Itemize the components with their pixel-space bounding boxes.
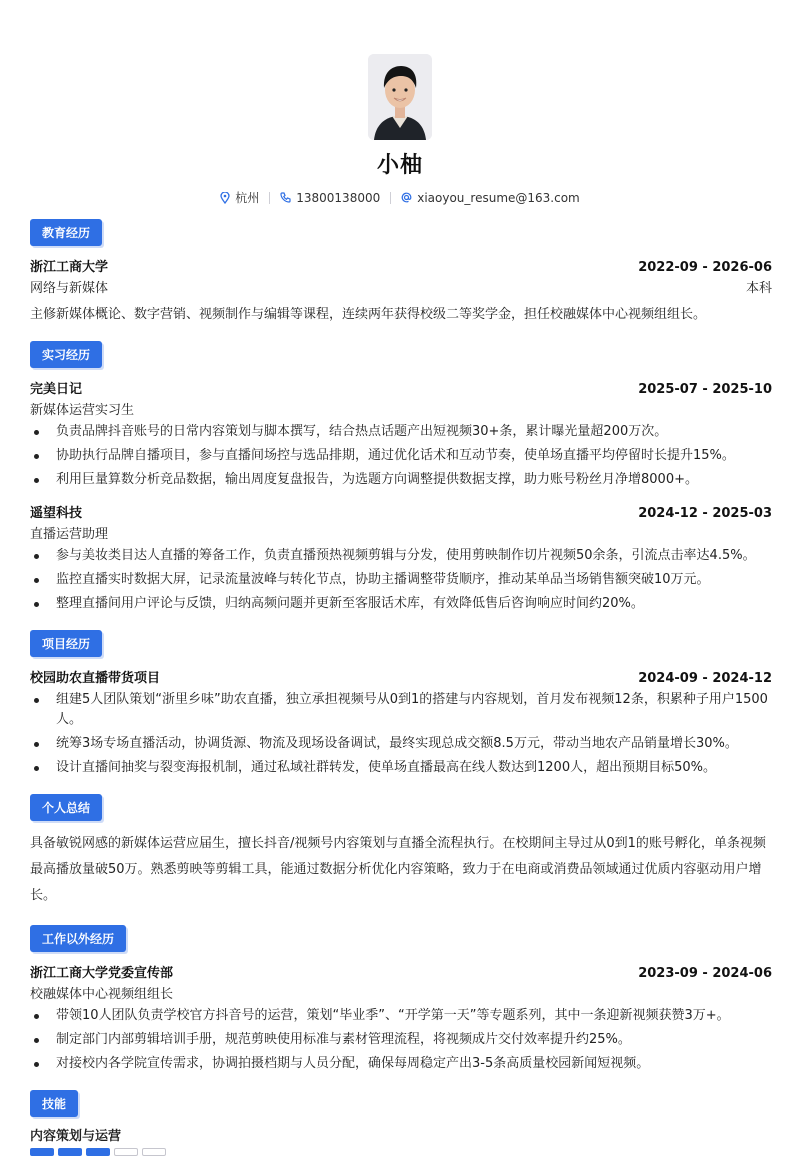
school-name: 浙江工商大学 [30, 260, 109, 275]
skill-level-filled [58, 1148, 82, 1156]
extra-role: 校融媒体中心视频组组长 [30, 987, 174, 1002]
internship-date: 2024-12 - 2025-03 [638, 506, 772, 521]
avatar-photo [368, 54, 432, 140]
bullet-list [30, 1006, 772, 1074]
bullet-item: 对接校内各学院宣传需求，协调拍摄档期与人员分配，确保每周稳定产出3-5条高质量校园新闻短视频。 [30, 1054, 772, 1074]
education-section [30, 219, 772, 325]
major: 网络与新媒体 [30, 281, 109, 296]
company-name: 完美日记 [30, 382, 83, 397]
phone-text[interactable]: 13800138000 [296, 190, 381, 205]
section-tag-skills: 技能 [30, 1090, 78, 1117]
skill-level-filled [30, 1148, 54, 1156]
contact-phone [270, 191, 390, 205]
education-date: 2022-09 - 2026-06 [638, 260, 772, 275]
section-tag-summary: 个人总结 [30, 794, 102, 821]
bullet-list [30, 546, 772, 614]
bullet-item: 参与美妆类目达人直播的筹备工作，负责直播预热视频剪辑与分发，使用剪映制作切片视频50余条，引流点击率达4.5%。 [30, 546, 772, 566]
skill-level-empty [114, 1148, 138, 1156]
internship-entry [30, 378, 772, 490]
bullet-list [30, 690, 772, 778]
location-text: 杭州 [235, 191, 260, 205]
bullet-item: 带领10人团队负责学校官方抖音号的运营，策划“毕业季”、“开学第一天”等专题系列，其中一条迎新视频获赞3万+。 [30, 1006, 772, 1026]
degree: 本科 [745, 281, 772, 296]
contact-email [391, 191, 590, 205]
project-date: 2024-09 - 2024-12 [638, 671, 772, 686]
phone-icon [280, 192, 291, 203]
resume-header [0, 54, 800, 206]
project-name: 校园助农直播带货项目 [30, 671, 161, 686]
contact-location [210, 189, 269, 206]
skill-level-empty [142, 1148, 166, 1156]
internship-section [30, 341, 772, 614]
resume-content [30, 219, 772, 1172]
internship-entry [30, 502, 772, 614]
section-tag-education: 教育经历 [30, 219, 102, 246]
internship-date: 2025-07 - 2025-10 [638, 382, 772, 397]
job-role: 新媒体运营实习生 [30, 403, 135, 418]
bullet-item: 统筹3场专场直播活动，协调货源、物流及现场设备调试，最终实现总成交额8.5万元，带动当地农产品销量增长30%。 [30, 734, 772, 754]
bullet-item: 整理直播间用户评论与反馈，归纳高频问题并更新至客服话术库，有效降低售后咨询响应时间约20%。 [30, 594, 772, 614]
bullet-item: 协助执行品牌自播项目，参与直播间场控与选品排期，通过优化话术和互动节奏，使单场直播平均停留时长提升15%。 [30, 446, 772, 466]
bullet-item: 组建5人团队策划“浙里乡味”助农直播，独立承担视频号从0到1的搭建与内容规划，首月发布视频12条，积累种子用户1500人。 [30, 690, 772, 730]
skill-level-meter [30, 1148, 772, 1156]
extra-date: 2023-09 - 2024-06 [638, 966, 772, 981]
skill-level-filled [86, 1148, 110, 1156]
summary-text: 具备敏锐网感的新媒体运营应届生，擅长抖音/视频号内容策划与直播全流程执行。在校期间主导过从0到1的账号孵化，单条视频最高播放量破50万。熟悉剪映等剪辑工具，能通过数据分析优化内容策略，致力于在电商或消费品领域通过优质内容驱动用户增长。 [30, 836, 766, 903]
bullet-item: 设计直播间抽奖与裂变海报机制，通过私域社群转发，使单场直播最高在线人数达到1200人，超出预期目标50%。 [30, 758, 772, 778]
section-tag-internship: 实习经历 [30, 341, 102, 368]
bullet-item: 制定部门内部剪辑培训手册，规范剪映使用标准与素材管理流程，将视频成片交付效率提升约25%。 [30, 1030, 772, 1050]
job-role: 直播运营助理 [30, 527, 109, 542]
email-text[interactable]: xiaoyou_resume@163.com [417, 190, 580, 205]
education-desc: 主修新媒体概论、数字营销、视频制作与编辑等课程，连续两年获得校级二等奖学金，担任校融媒体中心视频组组长。 [30, 307, 707, 322]
bullet-item: 利用巨量算数分析竞品数据，输出周度复盘报告，为选题方向调整提供数据支撑，助力账号粉丝月净增8000+。 [30, 470, 772, 490]
skill-name: 内容策划与运营 [30, 1129, 122, 1144]
section-tag-extra: 工作以外经历 [30, 925, 126, 952]
bullet-item: 负责品牌抖音账号的日常内容策划与脚本撰写，结合热点话题产出短视频30+条，累计曝光量超200万次。 [30, 422, 772, 442]
extra-section [30, 925, 772, 1074]
location-pin-icon [220, 192, 230, 204]
company-name: 遥望科技 [30, 506, 83, 521]
org-name: 浙江工商大学党委宣传部 [30, 966, 174, 981]
candidate-name: 小柚 [376, 153, 423, 178]
at-sign-icon [401, 192, 412, 203]
bullet-list [30, 422, 772, 490]
avatar [368, 54, 432, 140]
summary-section [30, 794, 772, 909]
bullet-item: 监控直播实时数据大屏，记录流量波峰与转化节点，协助主播调整带货顺序，推动某单品当场销售额突破10万元。 [30, 570, 772, 590]
project-section [30, 630, 772, 778]
contact-bar [0, 189, 800, 206]
skills-section [30, 1090, 772, 1156]
section-tag-project: 项目经历 [30, 630, 102, 657]
